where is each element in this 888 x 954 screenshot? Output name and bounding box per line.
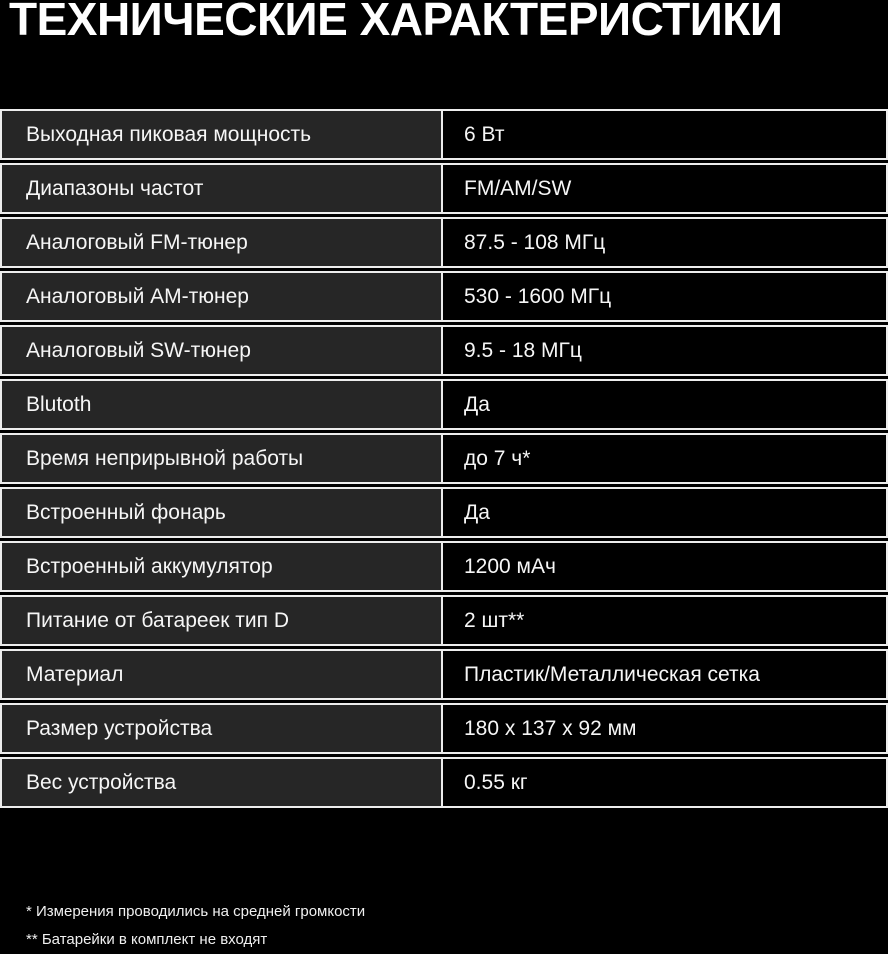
spec-value-cell — [443, 273, 886, 320]
spec-label-cell — [2, 543, 443, 590]
spec-value: 9.5 - 18 МГц — [464, 338, 582, 362]
spec-value-cell — [443, 597, 886, 644]
spec-value-cell — [443, 705, 886, 752]
spec-label: Аналоговый FM-тюнер — [26, 230, 248, 254]
footnote: * Измерения проводились на средней громкости — [26, 903, 366, 920]
spec-label-cell — [2, 435, 443, 482]
spec-label-cell — [2, 381, 443, 428]
spec-value-cell — [443, 165, 886, 212]
spec-value: Да — [464, 392, 490, 416]
spec-label: Питание от батареек тип D — [26, 608, 290, 632]
spec-label: Диапазоны частот — [26, 176, 204, 200]
spec-row — [0, 325, 888, 376]
spec-row — [0, 649, 888, 700]
spec-label: Вес устройства — [26, 770, 177, 794]
spec-row — [0, 163, 888, 214]
spec-value-cell — [443, 111, 886, 158]
spec-value-cell — [443, 435, 886, 482]
spec-label-cell — [2, 327, 443, 374]
spec-label-cell — [2, 759, 443, 806]
page-title: ТЕХНИЧЕСКИЕ ХАРАКТЕРИСТИКИ — [9, 0, 783, 45]
spec-label-cell — [2, 111, 443, 158]
spec-value: FM/AM/SW — [464, 176, 572, 200]
spec-label: Материал — [26, 662, 124, 686]
spec-value-cell — [443, 327, 886, 374]
spec-row — [0, 433, 888, 484]
spec-value: Да — [464, 500, 490, 524]
spec-row — [0, 217, 888, 268]
spec-label-cell — [2, 165, 443, 212]
spec-value-cell — [443, 651, 886, 698]
spec-row — [0, 541, 888, 592]
spec-value: 180 x 137 x 92 мм — [464, 716, 637, 740]
spec-label: Аналоговый AM-тюнер — [26, 284, 249, 308]
spec-label: Выходная пиковая мощность — [26, 122, 312, 146]
spec-value-cell — [443, 219, 886, 266]
footnotes — [26, 898, 365, 954]
spec-row — [0, 379, 888, 430]
spec-label: Аналоговый SW-тюнер — [26, 338, 251, 362]
spec-label-cell — [2, 489, 443, 536]
spec-label: Встроенный фонарь — [26, 500, 226, 524]
spec-value: 6 Вт — [464, 122, 505, 146]
spec-row — [0, 109, 888, 160]
footnote: ** Батарейки в комплект не входят — [26, 931, 268, 948]
spec-value-cell — [443, 489, 886, 536]
spec-label-cell — [2, 273, 443, 320]
spec-value: 2 шт** — [464, 608, 525, 632]
spec-value-cell — [443, 543, 886, 590]
spec-label: Время неприрывной работы — [26, 446, 304, 470]
spec-label-cell — [2, 705, 443, 752]
spec-label-cell — [2, 651, 443, 698]
spec-label: Встроенный аккумулятор — [26, 554, 273, 578]
spec-label: Размер устройства — [26, 716, 213, 740]
spec-label: Blutoth — [26, 392, 92, 416]
spec-row — [0, 271, 888, 322]
spec-value: 530 - 1600 МГц — [464, 284, 612, 308]
spec-value: 0.55 кг — [464, 770, 528, 794]
spec-table — [0, 109, 888, 811]
spec-value-cell — [443, 381, 886, 428]
spec-label-cell — [2, 219, 443, 266]
spec-value: до 7 ч* — [464, 446, 531, 470]
spec-value: 1200 мАч — [464, 554, 556, 578]
spec-row — [0, 487, 888, 538]
spec-row — [0, 757, 888, 808]
spec-row — [0, 595, 888, 646]
spec-label-cell — [2, 597, 443, 644]
spec-row — [0, 703, 888, 754]
spec-value-cell — [443, 759, 886, 806]
spec-value: 87.5 - 108 МГц — [464, 230, 606, 254]
spec-value: Пластик/Металлическая сетка — [464, 662, 760, 686]
